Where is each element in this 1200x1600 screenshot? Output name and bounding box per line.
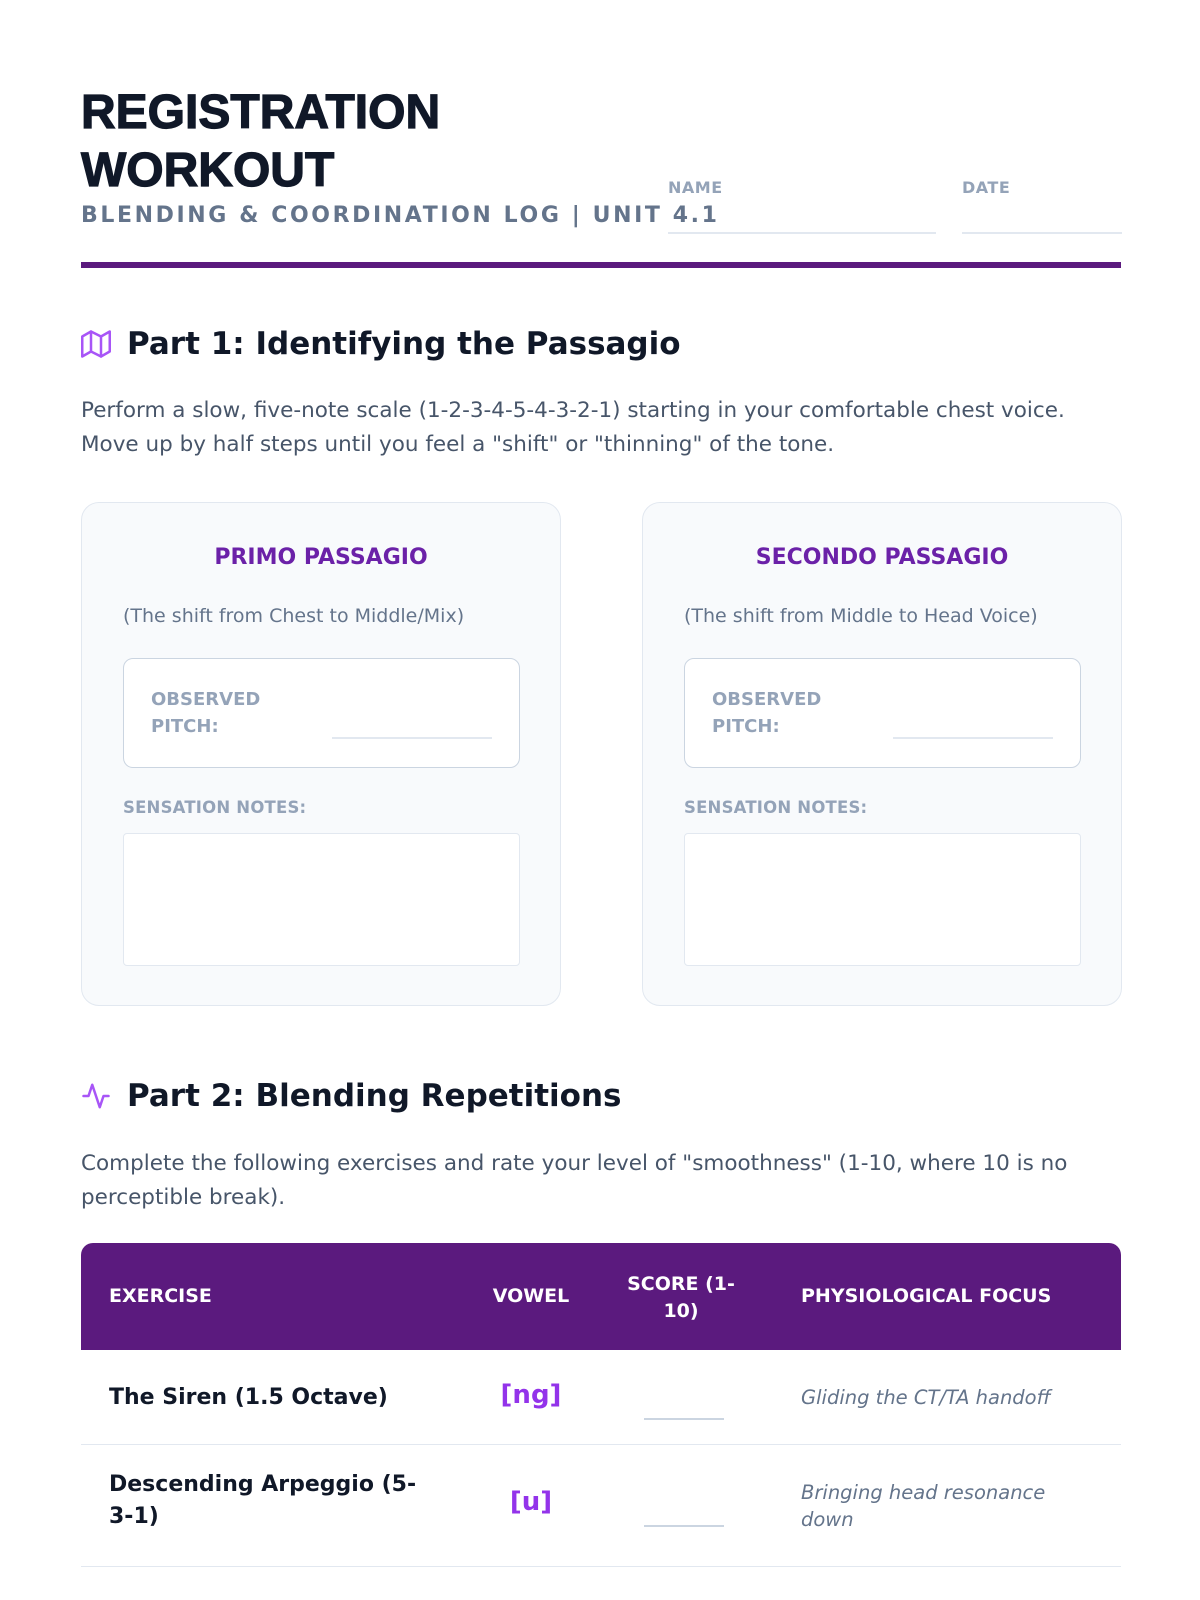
part2-instructions: Complete the following exercises and rate your level of "smoothness" (1-10, where 10 is no perceptible break). [81,1151,1068,1210]
card-description: (The shift from Chest to Middle/Mix) [123,605,465,627]
name-line[interactable] [668,232,936,234]
part1-heading [81,326,681,362]
observed-pitch-input[interactable] [893,737,1053,739]
secondo-passagio-card [642,502,1122,1006]
table-header [81,1243,1121,1350]
focus-cell: Bringing head resonance down [801,1481,1046,1531]
observed-pitch-label: OBSERVED PITCH: [712,689,822,737]
sensation-notes-label: SENSATION NOTES: [684,798,868,817]
score-input[interactable] [644,1418,724,1420]
score-input[interactable] [644,1525,724,1527]
col-score: SCORE (1-10) [627,1273,735,1322]
vowel-cell: [u] [509,1487,553,1517]
part1-title: Part 1: Identifying the Passagio [127,326,681,362]
observed-pitch-input[interactable] [332,737,492,739]
part2-title: Part 2: Blending Repetitions [127,1078,622,1114]
date-line[interactable] [962,232,1122,234]
col-exercise: EXERCISE [109,1285,212,1307]
observed-pitch-box [684,658,1081,768]
sensation-notes-label: SENSATION NOTES: [123,798,307,817]
map-icon [81,329,111,359]
card-title: SECONDO PASSAGIO [755,545,1009,570]
blending-table [81,1243,1121,1567]
primo-passagio-card [81,502,561,1006]
table-row [81,1350,1121,1445]
sensation-notes-field[interactable] [684,833,1081,966]
card-title: PRIMO PASSAGIO [214,545,428,570]
date-field[interactable] [962,178,1122,197]
part1-instructions: Perform a slow, five-note scale (1-2-3-4-5-4-3-2-1) starting in your comfortable chest voice. Move up by half steps until you feel a "shift" or "thinning" of the tone. [81,398,1065,457]
focus-cell: Gliding the CT/TA handoff [801,1386,1051,1409]
col-focus: PHYSIOLOGICAL FOCUS [801,1285,1052,1307]
page-title: REGISTRATION WORKOUT [81,86,441,197]
name-label: NAME [668,178,723,197]
table-row [81,1445,1121,1567]
card-description: (The shift from Middle to Head Voice) [684,605,1038,627]
date-label: DATE [962,178,1011,197]
header-divider [81,262,1121,268]
observed-pitch-box [123,658,520,768]
page-subtitle: BLENDING & COORDINATION LOG | UNIT 4.1 [81,203,720,228]
name-field[interactable] [668,178,936,197]
activity-icon [81,1081,111,1111]
sensation-notes-field[interactable] [123,833,520,966]
exercise-cell: The Siren (1.5 Octave) [109,1385,388,1410]
worksheet-page [81,0,1121,1600]
col-vowel: VOWEL [492,1285,570,1307]
vowel-cell: [ng] [500,1380,562,1410]
observed-pitch-label: OBSERVED PITCH: [151,689,261,737]
part2-heading [81,1078,622,1114]
exercise-cell: Descending Arpeggio (5-3-1) [109,1472,417,1529]
